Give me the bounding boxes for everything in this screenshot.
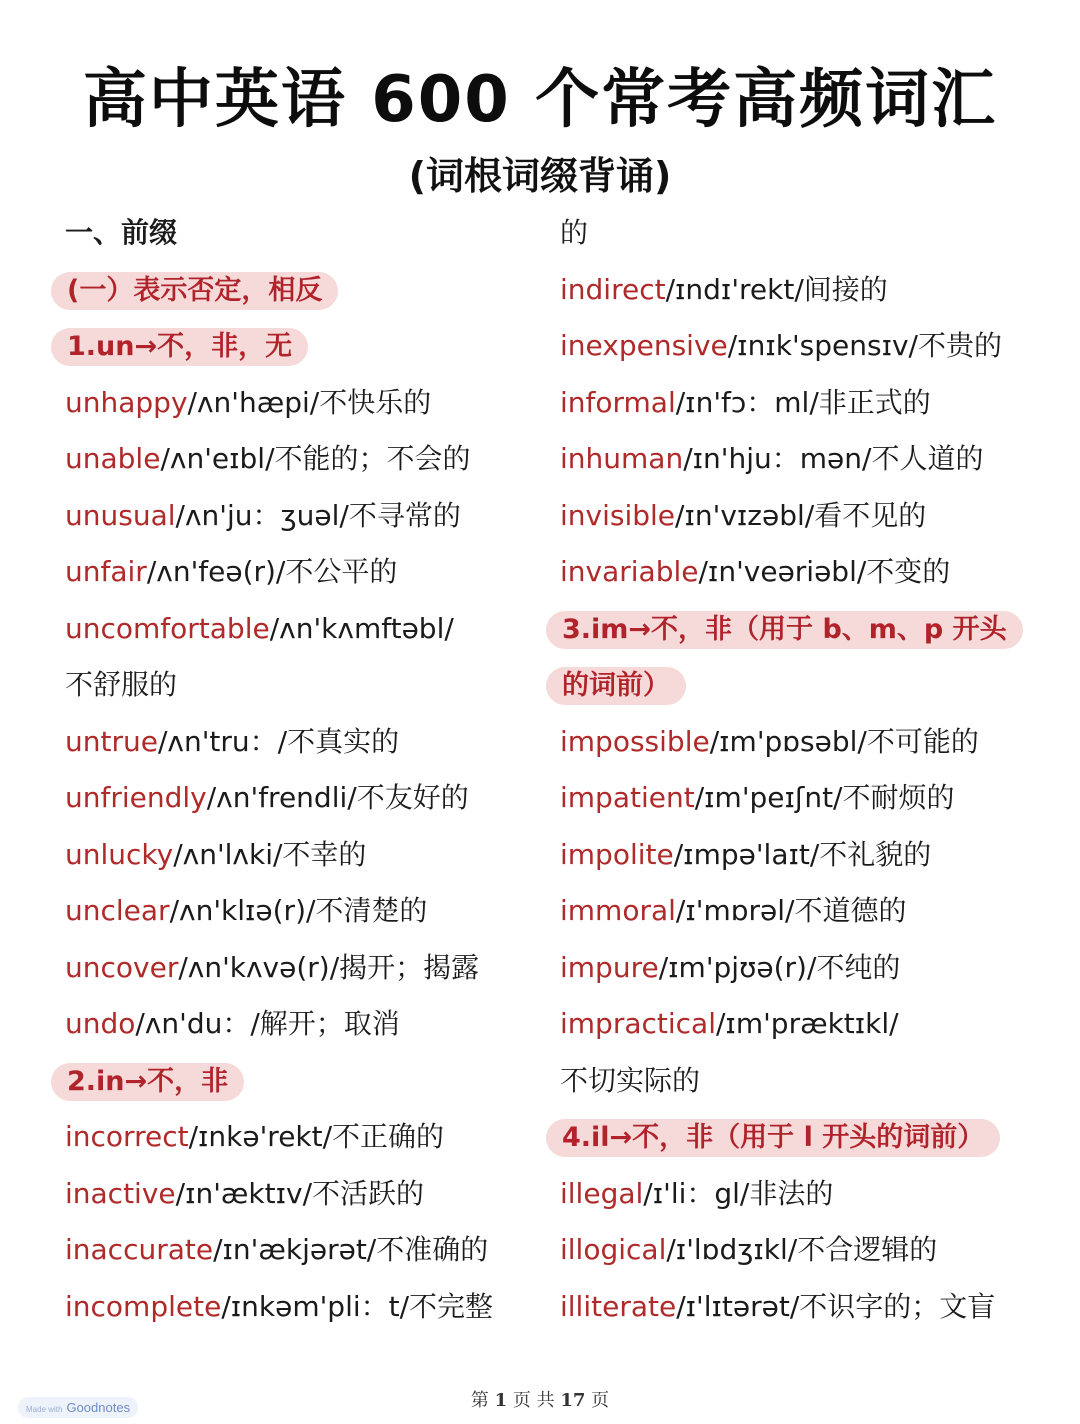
- vocab-word: undo: [65, 1007, 136, 1040]
- subsection-heading: 1.un→不，非，无: [51, 328, 308, 366]
- vocab-entry: [50, 827, 520, 884]
- vocab-phonetic-meaning: /ʌn'klɪə(r)/不清楚的: [169, 894, 428, 927]
- vocab-phonetic-meaning: /ɪm'præktɪkl/: [715, 1007, 899, 1040]
- vocab-entry: [50, 601, 520, 658]
- section-heading: 一、前缀: [65, 216, 178, 249]
- vocab-phonetic-meaning: /ɪ'lɪtərət/不识字的；文盲: [676, 1289, 996, 1323]
- vocab-entry: [50, 1109, 520, 1166]
- vocab-phonetic-meaning: /ɪn'hju：mən/不人道的: [683, 442, 984, 475]
- vocab-word: uncover: [65, 950, 179, 984]
- vocab-word: impractical: [560, 1007, 716, 1040]
- vocab-word: inactive: [65, 1176, 176, 1210]
- vocab-word: unable: [65, 442, 161, 475]
- vocab-phonetic-meaning: /ʌn'frendli/不友好的: [206, 781, 469, 814]
- vocab-phonetic-meaning: /ɪnkə'rekt/不正确的: [188, 1120, 445, 1153]
- vocab-phonetic-meaning: /ɪm'pɒsəbl/不可能的: [709, 724, 979, 758]
- vocab-entry: [50, 488, 520, 545]
- vocab-entry: [545, 1166, 1025, 1223]
- subsection-heading-row: [545, 657, 1025, 714]
- subsection-heading: 的词前）: [546, 667, 686, 705]
- subsection-heading: 4.il→不，非（用于 l 开头的词前）: [546, 1119, 1000, 1157]
- vocab-word: impatient: [560, 781, 695, 814]
- vocab-entry: [545, 431, 1025, 488]
- vocab-phonetic-meaning: /ɪn'vɪzəbl/看不见的: [675, 498, 927, 532]
- vocab-word: inexpensive: [560, 329, 728, 362]
- vocab-entry: [50, 544, 520, 601]
- subsection-heading-row: [50, 262, 520, 319]
- left-column: [50, 205, 520, 1335]
- vocab-entry: [50, 883, 520, 940]
- goodnotes-badge: [18, 1397, 138, 1418]
- vocab-word: inhuman: [560, 442, 684, 475]
- vocab-word: incorrect: [65, 1120, 189, 1153]
- vocab-entry: [50, 375, 520, 432]
- vocab-phonetic-meaning: /ʌn'du：/解开；取消: [135, 1007, 400, 1040]
- subsection-heading: 3.im→不，非（用于 b、m、p 开头: [546, 611, 1023, 649]
- vocab-phonetic-meaning: /ɪm'pjʊə(r)/不纯的: [658, 950, 901, 984]
- vocab-word: incomplete: [65, 1289, 222, 1323]
- vocab-entry: [50, 996, 520, 1053]
- vocab-phonetic-meaning: /ʌn'feə(r)/不公平的: [146, 555, 398, 588]
- vocab-phonetic-meaning: /ʌn'kʌvə(r)/揭开；揭露: [178, 950, 480, 984]
- vocab-entry: [50, 714, 520, 771]
- subsection-heading-row: [50, 318, 520, 375]
- vocab-word: impure: [560, 950, 659, 984]
- vocab-word: illegal: [560, 1176, 644, 1210]
- page-footer: [0, 1386, 1080, 1412]
- badge-app-name: Goodnotes: [66, 1400, 131, 1415]
- vocab-entry: [545, 488, 1025, 545]
- vocab-word: unfair: [65, 555, 147, 588]
- vocab-word: informal: [560, 385, 676, 419]
- vocab-entry: [50, 1279, 520, 1336]
- subsection-heading-row: [545, 601, 1025, 658]
- vocab-entry: [545, 770, 1025, 827]
- right-column: [545, 205, 1025, 1335]
- subsection-heading: (一）表示否定，相反: [51, 272, 338, 310]
- vocab-word: unfriendly: [65, 781, 207, 814]
- subsection-heading-row: [50, 1053, 520, 1110]
- vocab-entry: [545, 1222, 1025, 1279]
- vocab-entry: [545, 1279, 1025, 1336]
- footer-suffix: 页: [591, 1390, 610, 1411]
- vocab-entry: [50, 940, 520, 997]
- vocab-word: impossible: [560, 724, 710, 758]
- continuation-text: 不舒服的: [65, 668, 178, 701]
- vocab-entry: [50, 1222, 520, 1279]
- vocab-phonetic-meaning: /ʌn'kʌmftəbl/: [269, 611, 454, 645]
- vocab-phonetic-meaning: /ɪn'veəriəbl/不变的: [698, 555, 951, 588]
- vocab-entry: [50, 770, 520, 827]
- vocab-entry: [545, 544, 1025, 601]
- page-subtitle: (词根词缀背诵): [408, 154, 672, 198]
- footer-middle: 页 共: [512, 1390, 555, 1411]
- vocab-phonetic-meaning: /ʌn'ju：ʒuəl/不寻常的: [175, 498, 461, 532]
- vocab-word: illiterate: [560, 1289, 677, 1323]
- vocab-phonetic-meaning: /ɪndɪ'rekt/间接的: [665, 272, 888, 306]
- vocab-word: indirect: [560, 272, 666, 306]
- page-title: 高中英语 600 个常考高频词汇: [82, 63, 998, 137]
- vocab-word: uncomfortable: [65, 611, 270, 645]
- vocab-phonetic-meaning: /ɪn'fɔ：ml/非正式的: [675, 385, 931, 419]
- vocab-word: immoral: [560, 894, 676, 927]
- vocab-phonetic-meaning: /ʌn'eɪbl/不能的；不会的: [160, 442, 471, 475]
- continuation-text: 的: [560, 216, 589, 249]
- vocab-entry: [545, 940, 1025, 997]
- vocab-entry: [545, 883, 1025, 940]
- continuation-text: 不切实际的: [560, 1063, 701, 1097]
- vocab-phonetic-meaning: /ɪnkəm'pli：t/不完整: [221, 1289, 494, 1323]
- vocab-entry: [545, 714, 1025, 771]
- vocab-entry: [545, 262, 1025, 319]
- vocab-entry: [545, 827, 1025, 884]
- vocab-word: invisible: [560, 498, 676, 532]
- vocab-phonetic-meaning: /ʌn'hæpi/不快乐的: [187, 385, 432, 419]
- vocab-entry: [545, 318, 1025, 375]
- badge-made-with: Made with: [26, 1405, 63, 1414]
- vocab-word: illogical: [560, 1233, 667, 1266]
- vocab-phonetic-meaning: /ɪnɪk'spensɪv/不贵的: [727, 329, 1002, 362]
- footer-prefix: 第: [470, 1390, 489, 1411]
- vocab-word: unhappy: [65, 385, 188, 419]
- vocab-word: untrue: [65, 724, 158, 758]
- vocab-phonetic-meaning: /ɪn'æktɪv/不活跃的: [175, 1176, 425, 1210]
- subsection-heading-row: [545, 1109, 1025, 1166]
- footer-total-pages: 17: [560, 1390, 586, 1411]
- vocab-word: inaccurate: [65, 1233, 214, 1266]
- vocab-word: impolite: [560, 837, 674, 871]
- vocab-phonetic-meaning: /ʌn'tru：/不真实的: [157, 724, 400, 758]
- vocab-entry: [545, 375, 1025, 432]
- footer-page-number: 1: [494, 1390, 508, 1411]
- vocab-entry: [50, 431, 520, 488]
- vocab-word: invariable: [560, 555, 699, 588]
- vocab-phonetic-meaning: /ɪ'mɒrəl/不道德的: [675, 894, 907, 927]
- vocab-phonetic-meaning: /ɪ'lɒdʒɪkl/不合逻辑的: [666, 1233, 938, 1266]
- vocab-entry: [50, 1166, 520, 1223]
- subsection-heading: 2.in→不，非: [51, 1063, 244, 1101]
- vocab-entry: [545, 996, 1025, 1053]
- vocab-phonetic-meaning: /ɪn'ækjərət/不准确的: [213, 1233, 489, 1266]
- vocab-phonetic-meaning: /ʌn'lʌki/不幸的: [173, 837, 367, 871]
- vocab-phonetic-meaning: /ɪmpə'laɪt/不礼貌的: [673, 837, 932, 871]
- vocab-word: unclear: [65, 894, 170, 927]
- vocab-phonetic-meaning: /ɪ'li：gl/非法的: [643, 1176, 834, 1210]
- vocab-word: unusual: [65, 498, 176, 532]
- vocab-word: unlucky: [65, 837, 174, 871]
- vocab-phonetic-meaning: /ɪm'peɪʃnt/不耐烦的: [694, 781, 955, 814]
